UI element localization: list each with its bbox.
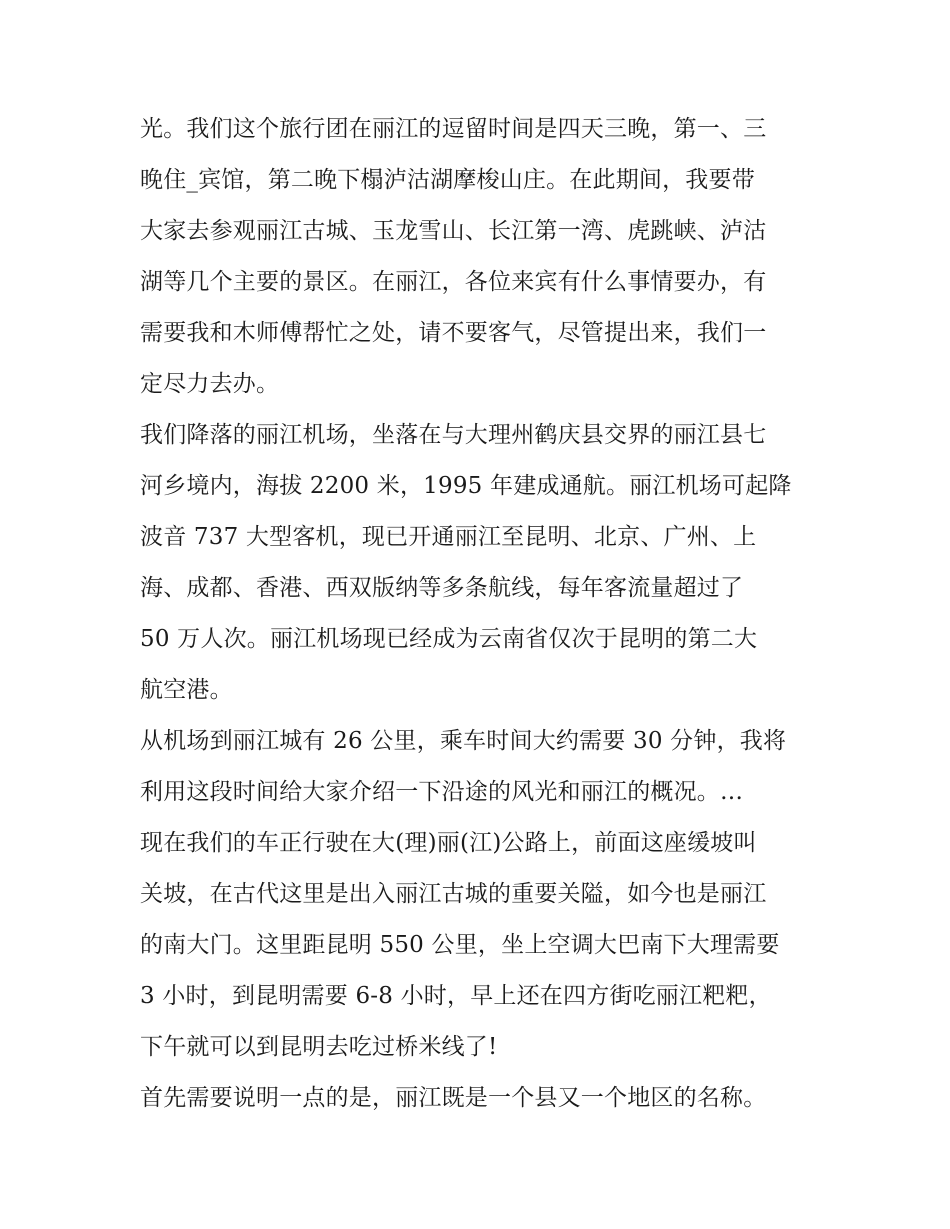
text-line: 3 小时，到昆明需要 6-8 小时，早上还在四方街吃丽江粑粑， — [140, 983, 772, 1009]
text-line: 关坡，在古代这里是出入丽江古城的重要关隘，如今也是丽江 — [140, 881, 767, 907]
text-line: 的南大门。这里距昆明 550 公里，坐上空调大巴南下大理需要 — [140, 932, 780, 958]
text-line: 首先需要说明一点的是，丽江既是一个县又一个地区的名称。 — [140, 1085, 767, 1111]
text-line: 大家去参观丽江古城、玉龙雪山、长江第一湾、虎跳峡、泸沽 — [140, 218, 767, 244]
text-line: 现在我们的车正行驶在大(理)丽(江)公路上，前面这座缓坡叫 — [140, 830, 757, 856]
text-line: 利用这段时间给大家介绍一下沿途的风光和丽江的概况。… — [140, 779, 744, 805]
text-line: 波音 737 大型客机，现已开通丽江至昆明、北京、广州、上 — [140, 524, 757, 550]
text-line: 从机场到丽江城有 26 公里，乘车时间大约需要 30 分钟，我将 — [140, 728, 787, 754]
text-line: 光。我们这个旅行团在丽江的逗留时间是四天三晚，第一、三 — [140, 116, 767, 142]
text-line: 需要我和木师傅帮忙之处，请不要客气，尽管提出来，我们一 — [140, 320, 767, 346]
text-line: 晚住_宾馆，第二晚下榻泸沽湖摩梭山庄。在此期间，我要带 — [140, 167, 755, 193]
text-line: 航空港。 — [140, 677, 233, 703]
text-line: 我们降落的丽江机场，坐落在与大理州鹤庆县交界的丽江县七 — [140, 422, 767, 448]
text-line: 河乡境内，海拔 2200 米，1995 年建成通航。丽江机场可起降 — [140, 473, 792, 499]
document-body — [140, 104, 820, 1124]
text-line: 定尽力去办。 — [140, 371, 280, 397]
text-line: 湖等几个主要的景区。在丽江，各位来宾有什么事情要办，有 — [140, 269, 767, 295]
text-line: 下午就可以到昆明去吃过桥米线了! — [140, 1034, 498, 1060]
text-line: 50 万人次。丽江机场现已经成为云南省仅次于昆明的第二大 — [140, 626, 758, 652]
text-line: 海、成都、香港、西双版纳等多条航线，每年客流量超过了 — [140, 575, 744, 601]
